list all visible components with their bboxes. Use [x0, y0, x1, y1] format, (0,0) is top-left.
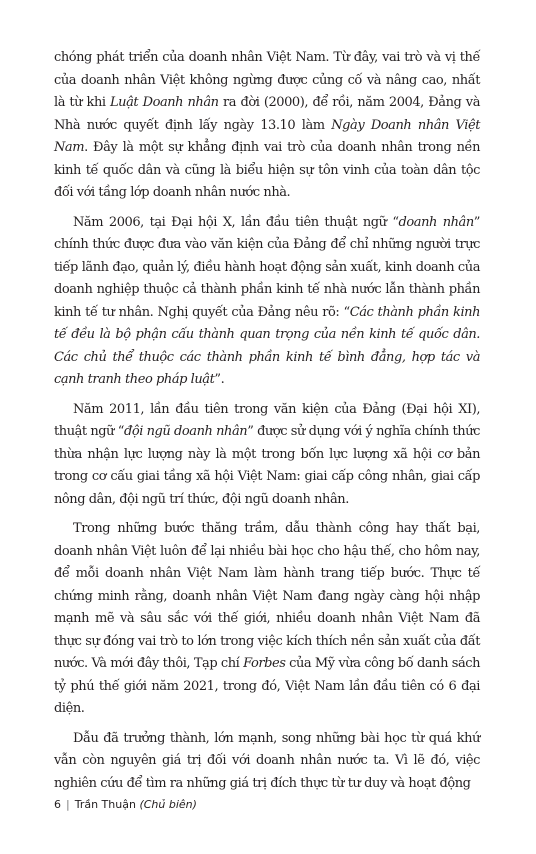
page-body — [54, 47, 480, 802]
footer-separator: | — [66, 798, 70, 811]
text-run: của Mỹ vừa công bố danh sách tỷ phú thế giới năm 2021, trong đó, Việt Nam lần đầu tiên có 6 đại diện. — [54, 656, 480, 716]
paragraph-3 — [54, 399, 480, 512]
paragraph-5 — [54, 728, 480, 796]
text-run: ra đời (2000), để rồi, năm 2004, Đảng và Nhà nước quyết định lấy ngày 13.10 làm — [54, 95, 480, 133]
editor-note: (Chủ biên) — [139, 798, 197, 811]
paragraph-1 — [54, 47, 480, 205]
text-run: ” được sử dụng với ý nghĩa chính thức thừa nhận lực lượng này là một trong bốn lực lượng xã hội cơ bản trong cơ cấu giai tầng xã hội Việt Nam: giai cấp công nhân, giai cấp nông dân, đội ngũ trí thức, đội ngũ doanh nhân. — [54, 424, 480, 507]
italic-run: đội ngũ doanh nhân — [123, 424, 248, 439]
text-run: . Đây là một sự khẳng định vai trò của doanh nhân trong nền kinh tế quốc dân và cũng là biểu hiện sự tôn vinh của toàn dân tộc đối với tầng lớp doanh nhân nước nhà. — [54, 140, 480, 200]
paragraph-4 — [54, 518, 480, 721]
text-run: Năm 2006, tại Đại hội X, lần đầu tiên thuật ngữ “ — [73, 214, 399, 230]
author-name: Trần Thuận — [74, 798, 136, 811]
text-run: Năm 2011, lần đầu tiên trong văn kiện của Đảng (Đại hội XI), thuật ngữ “ — [54, 401, 480, 439]
text-run: chóng phát triển của doanh nhân Việt Nam. Từ đây, vai trò và vị thế của doanh nhân Việt không ngừng được củng cố và nâng cao, nhất là từ khi — [54, 50, 480, 110]
page-number: 6 — [54, 798, 61, 811]
text-run: ”. — [214, 372, 225, 387]
text-run: Trong những bước thăng trầm, dẫu thành công hay thất bại, doanh nhân Việt luôn để lại nhiều bài học cho hậu thế, cho hôm nay, để mỗi doanh nhân Việt Nam làm hành trang tiếp bước. Thực tế chứng minh rằng, doanh nhân Việt Nam đang ngày càng hội nhập mạnh mẽ và sâu sắc với thế giới, nhiều doanh nhân Việt Nam đã thực sự đóng vai trò to lớn trong việc kích thích nền sản xuất của đất nước. Và mới đây thôi, Tạp chí — [54, 521, 480, 671]
italic-run: Ngày Doanh nhân Việt Nam — [54, 117, 480, 155]
text-run: ” chính thức được đưa vào văn kiện của Đảng để chỉ những người trực tiếp lãnh đạo, quản lý, điều hành hoạt động sản xuất, kinh doanh của doanh nghiệp thuộc cả thành phần kinh tế nhà nước lẫn thành phần kinh tế tư nhân. Nghị quyết của Đảng nêu rõ: “ — [54, 214, 480, 320]
italic-run: Luật Doanh nhân — [110, 95, 219, 110]
italic-run: Forbes — [243, 656, 286, 671]
paragraph-2 — [54, 212, 480, 392]
page-footer — [54, 798, 197, 811]
italic-run: doanh nhân — [398, 214, 474, 230]
text-run: Dẫu đã trưởng thành, lớn mạnh, song những bài học từ quá khứ vẫn còn nguyên giá trị đối với doanh nhân nước ta. Vì lẽ đó, việc nghiên cứu để tìm ra những giá trị đích thực từ tư duy và hoạt động — [54, 730, 480, 791]
italic-run: Các thành phần kinh tế đều là bộ phận cấu thành quan trọng của nền kinh tế quốc dân. Các chủ thể thuộc các thành phần kinh tế bình đẳng, hợp tác và cạnh tranh theo pháp luật — [54, 304, 480, 387]
